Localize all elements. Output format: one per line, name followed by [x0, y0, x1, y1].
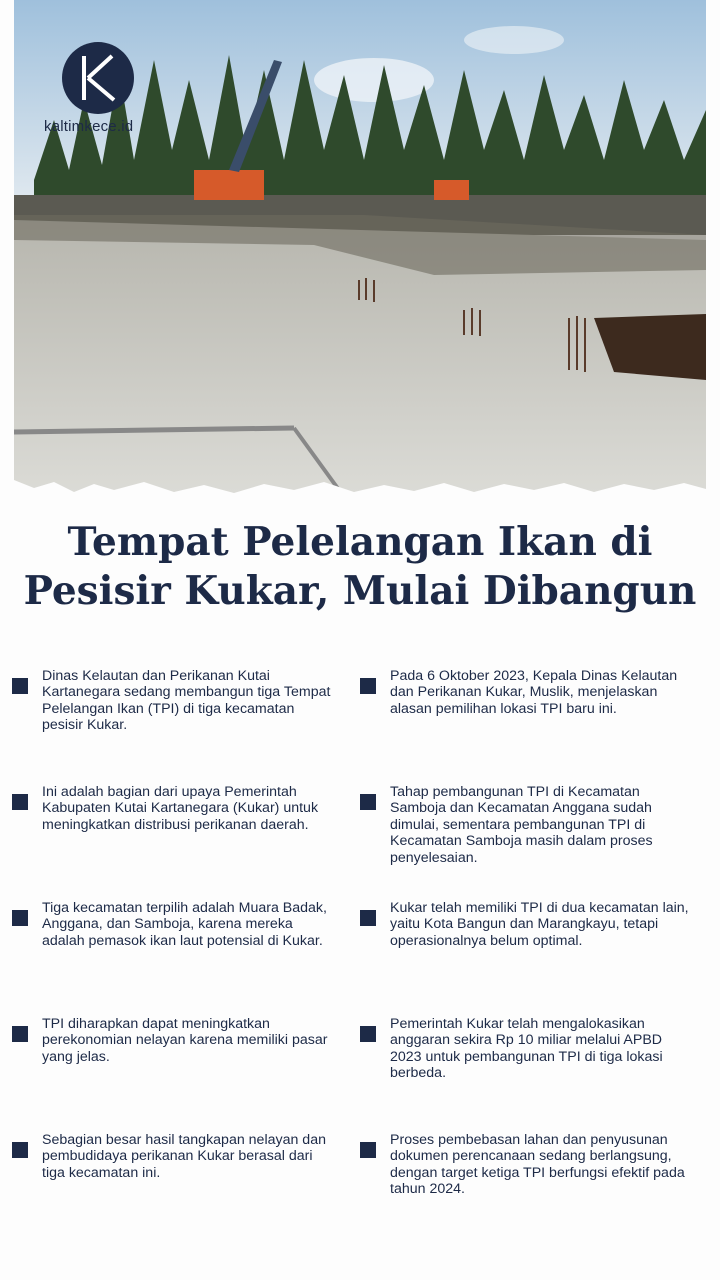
fact-text: TPI diharapkan dapat meningkatkan perekonomian nelayan karena memiliki pasar yang jelas. — [42, 1016, 328, 1065]
fact-text: Pemerintah Kukar telah mengalokasikan anggaran sekira Rp 10 miliar melalui APBD 2023 untuk pembangunan TPI di tiga lokasi berbeda. — [390, 1016, 663, 1082]
fact-text: Proses pembebasan lahan dan penyusunan dokumen perencanaan sedang berlangsung, dengan target ketiga TPI berfungsi efektif pada tahun 2024. — [390, 1132, 685, 1198]
title-line-2: Pesisir Kukar, Mulai Dibangun — [23, 568, 697, 614]
fact-text: Ini adalah bagian dari upaya Pemerintah Kabupaten Kutai Kartanegara (Kukar) untuk meningkatkan distribusi perikanan daerah. — [42, 784, 319, 833]
fact-text: Tahap pembangunan TPI di Kecamatan Samboja dan Kecamatan Anggana sudah dimulai, sementara pembangunan TPI di Kecamatan Samboja masih dalam proses penyelesaian. — [390, 784, 653, 866]
construction-photo — [14, 0, 706, 500]
fact-text: Kukar telah memiliki TPI di dua kecamatan lain, yaitu Kota Bangun dan Marangkayu, tetapi operasionalnya belum optimal. — [390, 900, 689, 949]
fact-text: Pada 6 Oktober 2023, Kepala Dinas Kelautan dan Perikanan Kukar, Muslik, menjelaskan alasan pemilihan lokasi TPI baru ini. — [390, 668, 678, 717]
square-bullet-icon — [360, 794, 376, 810]
square-bullet-icon — [12, 910, 28, 926]
square-bullet-icon — [360, 678, 376, 694]
fact-text: Sebagian besar hasil tangkapan nelayan dan pembudidaya perikanan Kukar berasal dari tiga kecamatan ini. — [42, 1132, 326, 1181]
fact-text: Tiga kecamatan terpilih adalah Muara Badak, Anggana, dan Samboja, karena mereka adalah pemasok ikan laut potensial di Kukar. — [42, 900, 327, 949]
logo-mark — [62, 42, 134, 114]
square-bullet-icon — [12, 678, 28, 694]
square-bullet-icon — [360, 1026, 376, 1042]
page-title — [0, 518, 720, 616]
square-bullet-icon — [360, 910, 376, 926]
brand-logo — [44, 42, 164, 142]
square-bullet-icon — [12, 1142, 28, 1158]
square-bullet-icon — [12, 794, 28, 810]
title-line-1: Tempat Pelelangan Ikan di — [67, 519, 653, 565]
fact-text: Dinas Kelautan dan Perikanan Kutai Kartanegara sedang membangun tiga Tempat Pelelangan Ikan (TPI) di tiga kecamatan pesisir Kukar. — [42, 668, 331, 734]
square-bullet-icon — [360, 1142, 376, 1158]
square-bullet-icon — [12, 1026, 28, 1042]
k-letter-icon — [62, 42, 134, 114]
brand-name: kaltimkece.id — [44, 118, 134, 135]
